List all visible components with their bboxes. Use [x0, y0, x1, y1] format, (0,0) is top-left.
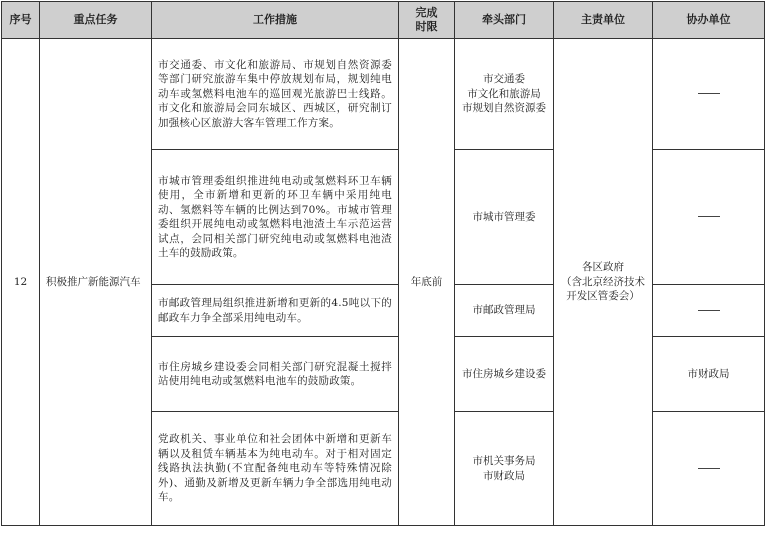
- deadline-cell: 年底前: [399, 39, 455, 526]
- measure-cell: 市城市管理委组织推进纯电动或氢燃料环卫车辆使用，全市新增和更新的环卫车辆中采用纯电动、氢燃料等车辆的比例达到70%。市城市管理委组织开展纯电动或氢燃料电池渣土车示范运营试点，会同相关部门研究纯电动或氢燃料电池渣土车的鼓励政策。: [152, 150, 399, 285]
- assist-cell: 市财政局: [653, 337, 765, 412]
- assist-cell: [653, 285, 765, 337]
- main-cell: 各区政府 （含北京经济技术开发区管委会）: [554, 39, 653, 526]
- dash-mark: [698, 93, 720, 94]
- measure-cell: 党政机关、事业单位和社会团体中新增和更新车辆以及租赁车辆基本为纯电动车。对于相对固定线路执法执勤(不宜配备纯电动车等特殊情况除外)、通勤及新增及更新车辆力争全部选用纯电动车。: [152, 412, 399, 526]
- lead-cell: 市住房城乡建设委: [455, 337, 554, 412]
- seq-cell: 12: [2, 39, 40, 526]
- dash-mark: [698, 216, 720, 217]
- header-row: [2, 2, 765, 39]
- lead-cell: 市交通委 市文化和旅游局 市规划自然资源委: [455, 39, 554, 150]
- header-seq: 序号: [2, 2, 40, 39]
- assist-cell: [653, 39, 765, 150]
- lead-cell: 市城市管理委: [455, 150, 554, 285]
- dash-mark: [698, 468, 720, 469]
- measure-cell: 市住房城乡建设委会同相关部门研究混凝土搅拌站使用纯电动或氢燃料电池车的鼓励政策。: [152, 337, 399, 412]
- dash-mark: [698, 310, 720, 311]
- assist-cell: [653, 412, 765, 526]
- assist-cell: [653, 150, 765, 285]
- task-cell: 积极推广新能源汽车: [40, 39, 152, 526]
- header-lead: 牵头部门: [455, 2, 554, 39]
- lead-cell: 市机关事务局 市财政局: [455, 412, 554, 526]
- task-table: [1, 1, 765, 526]
- table-row: [2, 39, 765, 150]
- header-assist: 协办单位: [653, 2, 765, 39]
- header-measures: 工作措施: [152, 2, 399, 39]
- lead-cell: 市邮政管理局: [455, 285, 554, 337]
- header-task: 重点任务: [40, 2, 152, 39]
- header-main: 主责单位: [554, 2, 653, 39]
- header-deadline: 完成 时限: [399, 2, 455, 39]
- measure-cell: 市邮政管理局组织推进新增和更新的4.5吨以下的邮政车力争全部采用纯电动车。: [152, 285, 399, 337]
- measure-cell: 市交通委、市文化和旅游局、市规划自然资源委等部门研究旅游车集中停放规划布局，规划纯电动车或氢燃料电池车的巡回观光旅游巴士线路。市文化和旅游局会同东城区、西城区，研究制订加强核心区旅游大客车管理工作方案。: [152, 39, 399, 150]
